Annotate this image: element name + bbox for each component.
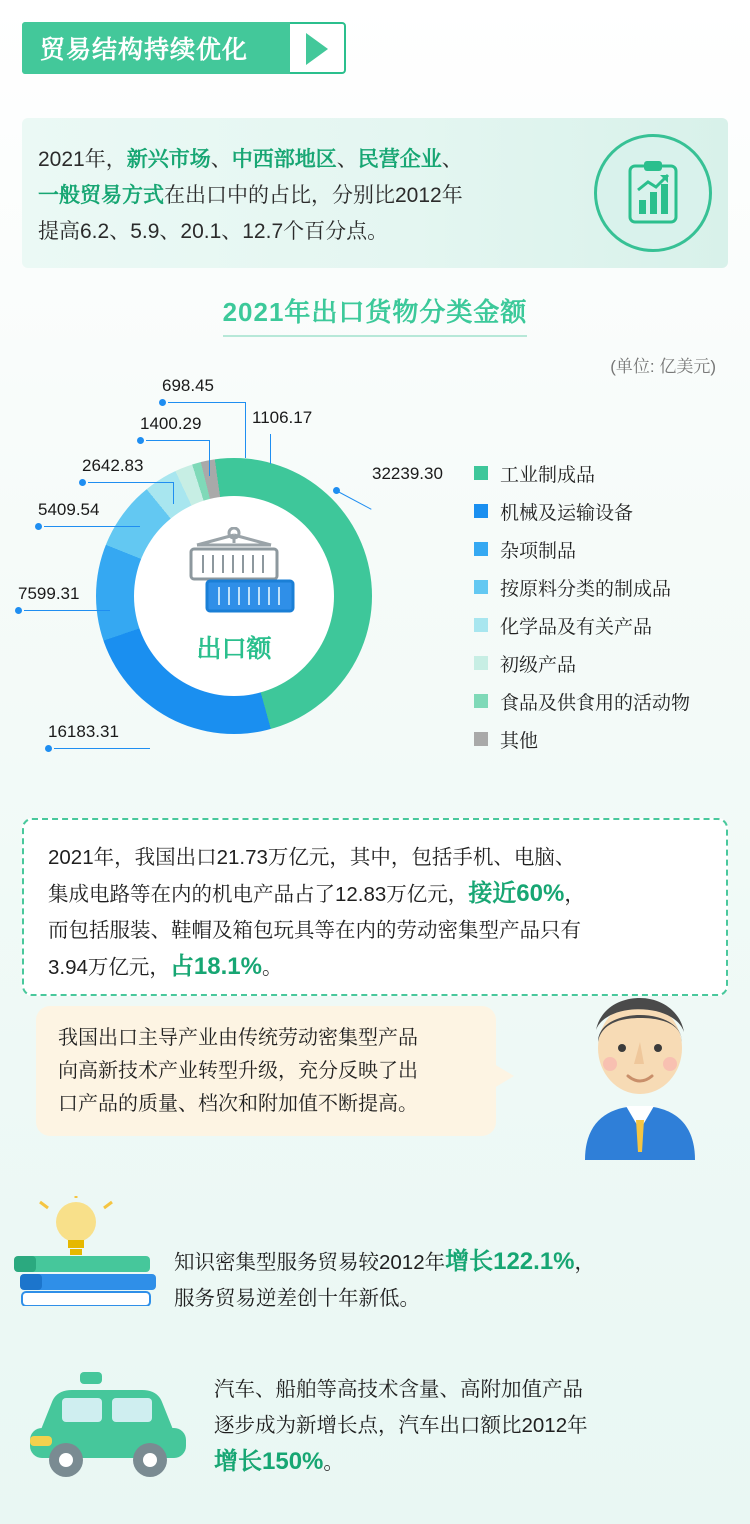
row2-text bbox=[214, 1372, 730, 1481]
chart-title-wrap bbox=[0, 292, 750, 337]
person-avatar-icon bbox=[540, 980, 740, 1180]
leader-line-7 bbox=[270, 434, 271, 464]
row2-hl: 增长150% bbox=[214, 1448, 324, 1475]
intro-card bbox=[22, 118, 728, 268]
note-hl-a: 接近60% bbox=[468, 880, 565, 907]
leader-dot-1 bbox=[45, 745, 52, 752]
intro-hl-1: 新兴市场 bbox=[126, 148, 211, 171]
note-t5: 3.94万亿元， bbox=[48, 956, 170, 979]
page-title: 贸易结构持续优化 bbox=[40, 36, 249, 64]
leader-line-1 bbox=[54, 748, 150, 749]
intro-sep-2: 、 bbox=[336, 148, 358, 171]
play-triangle-icon[interactable] bbox=[306, 33, 328, 65]
donut-center bbox=[134, 496, 334, 696]
row2-t2: 逐步成为新增长点，汽车出口额比2012年 bbox=[214, 1414, 588, 1437]
note-hl-b: 占18.1% bbox=[169, 953, 262, 980]
intro-line1-a: 2021年， bbox=[38, 148, 127, 171]
note-t2: 集成电路等在内的机电产品占了12.83万亿元， bbox=[48, 883, 469, 906]
shipping-container-icon bbox=[169, 527, 299, 623]
leader-line-5 bbox=[146, 440, 210, 441]
note-t1: 2021年，我国出口21.73万亿元，其中，包括手机、电脑、 bbox=[48, 846, 576, 869]
legend-item[interactable] bbox=[474, 644, 736, 682]
leader-line-6 bbox=[168, 402, 246, 403]
legend-item[interactable] bbox=[474, 682, 736, 720]
intro-line2-b: 在出口中的占比，分别比2012年 bbox=[164, 184, 463, 207]
speech-bubble-text bbox=[58, 1022, 478, 1121]
legend-label: 工业制成品 bbox=[500, 464, 596, 486]
leader-line-2 bbox=[24, 610, 110, 611]
value-label-1: 16183.31 bbox=[48, 722, 119, 741]
donut-center-label: 出口额 bbox=[196, 635, 272, 663]
leader-line-4 bbox=[88, 482, 174, 483]
legend-label: 化学品及有关产品 bbox=[500, 616, 653, 638]
intro-hl-2: 中西部地区 bbox=[231, 148, 337, 171]
legend-label: 按原料分类的制成品 bbox=[500, 578, 672, 600]
leader-dot-3 bbox=[35, 523, 42, 530]
row1-t1: 知识密集型服务贸易较2012年 bbox=[174, 1251, 446, 1274]
donut-chart bbox=[0, 372, 750, 792]
value-label-2: 7599.31 bbox=[18, 584, 80, 603]
header-bar bbox=[22, 22, 290, 74]
note-text bbox=[48, 840, 706, 986]
note-t3: ， bbox=[564, 883, 585, 906]
clipboard-chart-icon bbox=[594, 134, 712, 252]
chart-unit: (单位: 亿美元) bbox=[610, 357, 716, 376]
legend-label: 食品及供食用的活动物 bbox=[500, 692, 691, 714]
leader-line-4b bbox=[173, 482, 174, 504]
note-t6: 。 bbox=[261, 956, 283, 979]
row2-t3: 。 bbox=[323, 1451, 344, 1474]
donut-graphic bbox=[96, 458, 372, 734]
value-label-3: 5409.54 bbox=[38, 500, 100, 519]
row2-t1: 汽车、船舶等高技术含量、高附加值产品 bbox=[214, 1378, 583, 1401]
intro-sep-1: 、 bbox=[210, 148, 232, 171]
legend-item[interactable] bbox=[474, 454, 736, 492]
intro-text bbox=[38, 142, 558, 250]
legend-swatch-icon bbox=[474, 656, 488, 670]
leader-dot-6 bbox=[159, 399, 166, 406]
value-label-4: 2642.83 bbox=[82, 456, 144, 475]
legend-label: 其他 bbox=[500, 730, 539, 752]
legend-item[interactable] bbox=[474, 606, 736, 644]
legend-item[interactable] bbox=[474, 530, 736, 568]
legend-item[interactable] bbox=[474, 720, 736, 758]
leader-line-5b bbox=[209, 440, 210, 476]
note-card bbox=[22, 818, 728, 996]
value-label-5: 1400.29 bbox=[140, 414, 202, 433]
intro-sep-3: 、 bbox=[441, 148, 463, 171]
leader-dot-2 bbox=[15, 607, 22, 614]
value-label-7: 1106.17 bbox=[252, 408, 313, 427]
legend-swatch-icon bbox=[474, 466, 488, 480]
legend-swatch-icon bbox=[474, 542, 488, 556]
legend-swatch-icon bbox=[474, 732, 488, 746]
bubble-line3: 口产品的质量、档次和附加值不断提高。 bbox=[58, 1093, 418, 1115]
row1-hl: 增长122.1% bbox=[445, 1248, 575, 1275]
legend-swatch-icon bbox=[474, 694, 488, 708]
legend-swatch-icon bbox=[474, 618, 488, 632]
legend-swatch-icon bbox=[474, 580, 488, 594]
car-icon bbox=[22, 1366, 202, 1486]
leader-dot-0 bbox=[333, 487, 340, 494]
legend-label: 机械及运输设备 bbox=[500, 502, 634, 524]
lightbulb-books-icon bbox=[14, 1196, 174, 1306]
value-label-0: 32239.30 bbox=[372, 464, 443, 483]
note-t4: 而包括服装、鞋帽及箱包玩具等在内的劳动密集型产品只有 bbox=[48, 919, 581, 942]
intro-line3: 提高6.2、5.9、20.1、12.7个百分点。 bbox=[38, 220, 389, 243]
bubble-line2: 向高新技术产业转型升级，充分反映了出 bbox=[58, 1060, 418, 1082]
intro-hl-4: 一般贸易方式 bbox=[38, 184, 164, 207]
leader-line-3 bbox=[44, 526, 140, 527]
leader-dot-5 bbox=[137, 437, 144, 444]
chart-legend bbox=[474, 454, 736, 758]
row1-t2: ， bbox=[574, 1251, 596, 1274]
speech-bubble bbox=[36, 1006, 496, 1136]
legend-label: 初级产品 bbox=[500, 654, 577, 676]
value-label-6: 698.45 bbox=[162, 376, 214, 395]
legend-item[interactable] bbox=[474, 492, 736, 530]
leader-line-6b bbox=[245, 402, 246, 458]
intro-hl-3: 民营企业 bbox=[357, 148, 442, 171]
chart-title: 2021年出口货物分类金额 bbox=[223, 292, 528, 337]
row1-text bbox=[174, 1244, 726, 1317]
leader-dot-4 bbox=[79, 479, 86, 486]
legend-item[interactable] bbox=[474, 568, 736, 606]
bubble-line1: 我国出口主导产业由传统劳动密集型产品 bbox=[58, 1027, 418, 1049]
row1-t3: 服务贸易逆差创十年新低。 bbox=[174, 1287, 420, 1310]
header-banner bbox=[22, 22, 346, 74]
legend-label: 杂项制品 bbox=[500, 540, 577, 562]
legend-swatch-icon bbox=[474, 504, 488, 518]
